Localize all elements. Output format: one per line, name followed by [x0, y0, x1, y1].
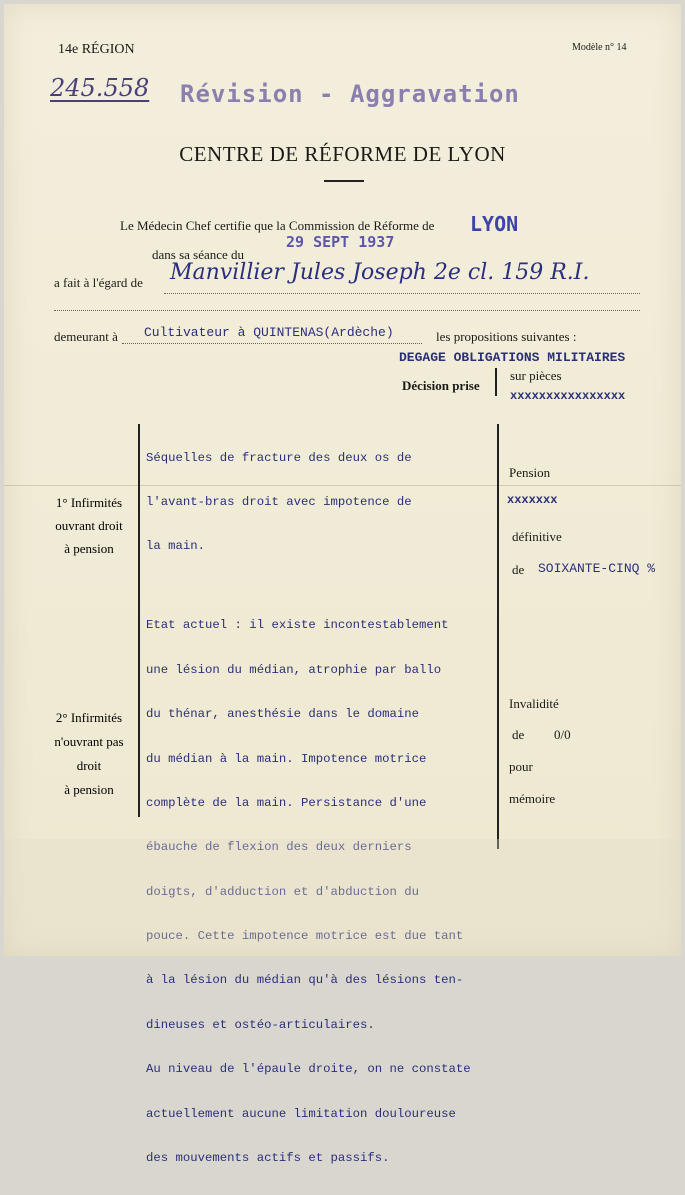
certification-line: Le Médecin Chef certifie que la Commission de Réforme de	[120, 218, 435, 233]
infirmities-description	[146, 421, 501, 1195]
infirmity-line: Au niveau de l'épaule droite, on ne constate	[146, 1062, 471, 1077]
definitive-label: définitive	[512, 529, 562, 544]
infirmity-line	[146, 584, 501, 589]
infirmity-line: des mouvements actifs et passifs.	[146, 1151, 390, 1166]
infirmity-line: du thénar, anesthésie dans le domaine	[146, 707, 420, 722]
name-dotted-line	[164, 293, 640, 294]
struck-temporaire: xxxxxxx	[507, 493, 558, 507]
demeurant-label: demeurant à	[54, 329, 118, 344]
infirmity-line: pouce. Cette impotence motrice est due tant	[146, 929, 464, 944]
region-label: 14e RÉGION	[58, 42, 135, 57]
infirmity-line: doigts, d'adduction et d'abduction du	[146, 884, 420, 899]
infirmity-line: ébauche de flexion des deux derniers	[146, 840, 412, 855]
seance-label: dans sa séance du	[152, 247, 245, 262]
invalidite-value: 0/0	[554, 727, 571, 742]
invalidite-de-label: de	[512, 727, 525, 742]
egard-label: a fait à l'égard de	[54, 275, 143, 290]
residence-dotted-line	[122, 343, 422, 344]
memoire-label: mémoire	[509, 791, 556, 806]
sur-pieces-label: sur pièces	[510, 368, 562, 383]
section1-labels	[44, 491, 134, 560]
city-stamp: LYON	[470, 212, 519, 236]
modele-number: Modèle n° 14	[572, 42, 627, 53]
section2-label-line: 2° Infirmités	[55, 710, 123, 725]
infirmity-line: complète de la main. Persistance d'une	[146, 795, 427, 810]
section2-label-line: à pension	[64, 782, 114, 797]
title-rule	[324, 180, 364, 182]
handwritten-person-name: Manvillier Jules Joseph 2e cl. 159 R.I.	[170, 260, 590, 285]
infirmity-line: du médian à la main. Impotence motrice	[146, 751, 427, 766]
page-title: CENTRE DE RÉFORME DE LYON	[179, 142, 506, 166]
infirmity-line: à la lésion du médian qu'à des lésions ten-	[146, 973, 464, 988]
section1-label-line: ouvrant droit	[55, 518, 123, 533]
revision-aggravation-stamp: Révision - Aggravation	[180, 80, 520, 108]
infirmity-line: une lésion du médian, atrophie par ballo	[146, 662, 442, 677]
infirmity-line: Etat actuel : il existe incontestablement	[146, 618, 449, 633]
decision-label: Décision prise	[402, 378, 480, 393]
separator-dotted-line	[54, 310, 640, 311]
infirmity-line: l'avant-bras droit avec impotence de	[146, 494, 412, 509]
section1-label-line: 1° Infirmités	[55, 495, 123, 510]
residence-value: Cultivateur à QUINTENAS(Ardèche)	[144, 325, 394, 340]
decision-bracket	[495, 368, 497, 396]
infirmity-line: actuellement aucune limitation douloureuse	[146, 1106, 456, 1121]
table-left-border	[138, 424, 140, 817]
pour-label: pour	[509, 759, 533, 774]
section1-label-line: à pension	[64, 541, 114, 556]
pension-rate-value: SOIXANTE-CINQ %	[538, 561, 656, 576]
pension-label: Pension	[509, 465, 551, 480]
decision-value: DEGAGE OBLIGATIONS MILITAIRES	[399, 350, 626, 365]
date-stamp: 29 SEPT 1937	[286, 233, 395, 251]
document-page	[4, 4, 681, 1166]
faded-lower-area	[4, 839, 681, 956]
section2-label-line: n'ouvrant pas	[54, 734, 124, 749]
section2-labels	[44, 706, 134, 802]
infirmity-line: la main.	[146, 539, 206, 554]
infirmity-line: Séquelles de fracture des deux os de	[146, 450, 412, 465]
handwritten-file-number: 245.558	[50, 74, 150, 102]
invalidite-label: Invalidité	[509, 696, 559, 711]
propositions-label: les propositions suivantes :	[436, 329, 577, 344]
infirmity-line: dineuses et ostéo-articulaires.	[146, 1017, 375, 1032]
struck-out-text: xxxxxxxxxxxxxxxx	[510, 389, 626, 403]
section2-label-line: droit	[76, 758, 102, 773]
de-label: de	[512, 562, 525, 577]
